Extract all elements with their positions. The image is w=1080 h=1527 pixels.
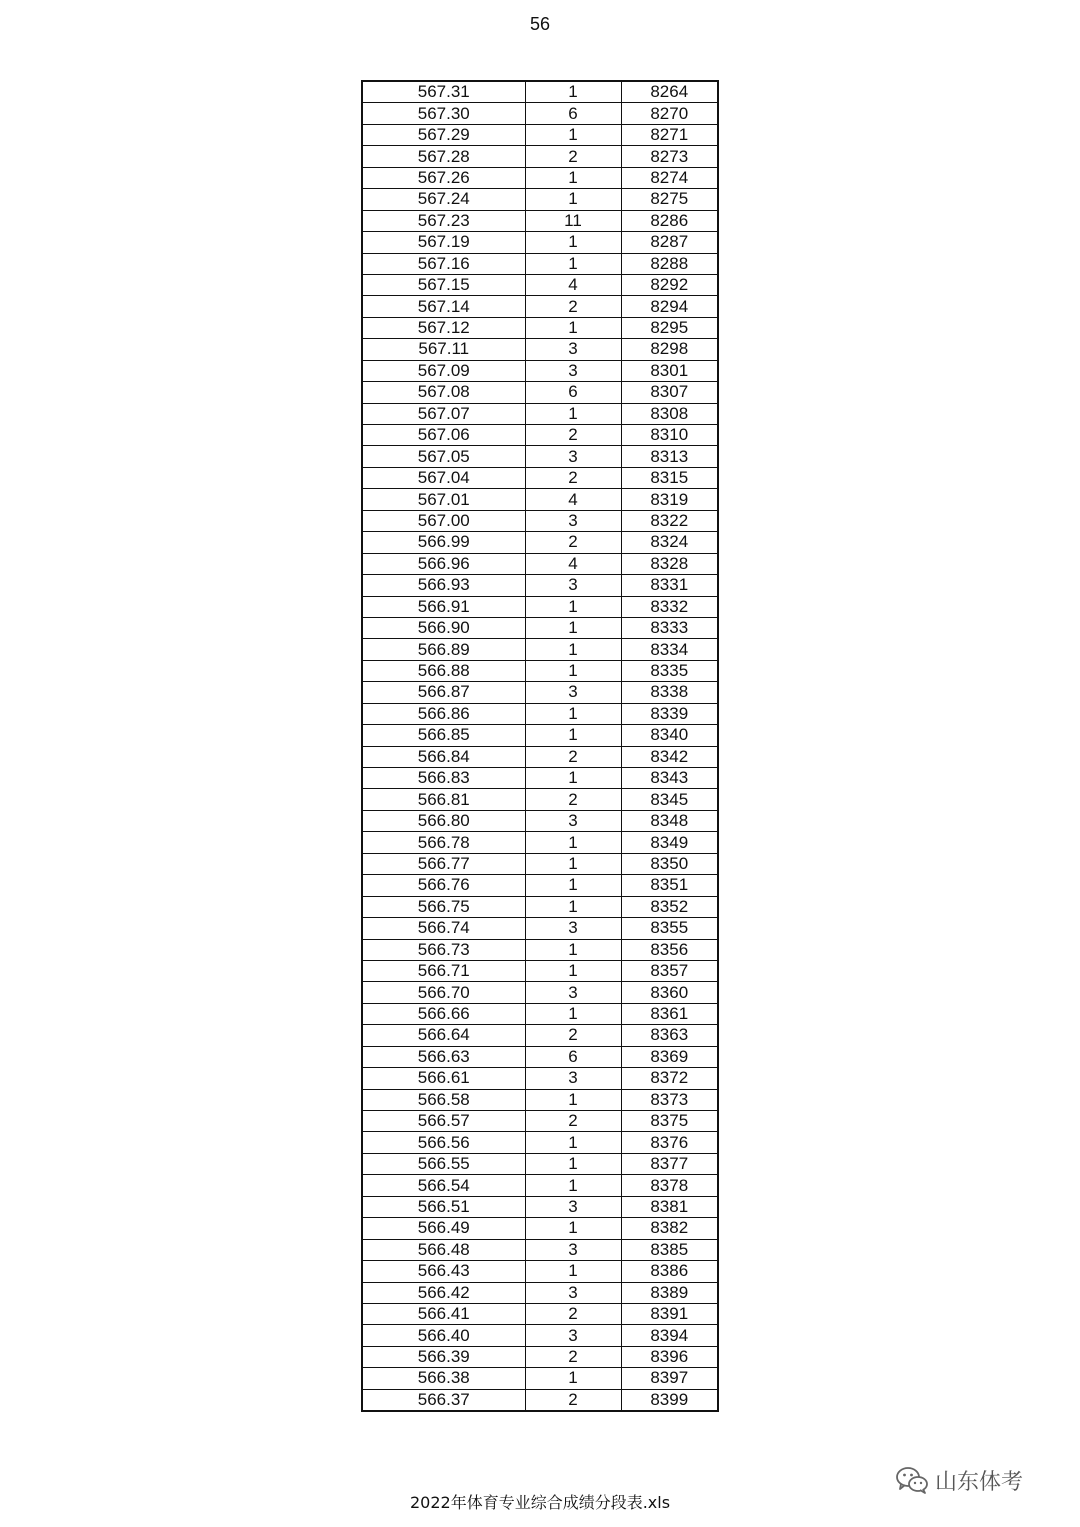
cumulative-cell: 8294: [621, 296, 718, 317]
table-row: [362, 768, 718, 789]
score-cell: 566.86: [362, 703, 525, 724]
count-cell: 1: [525, 317, 621, 338]
cumulative-cell: 8324: [621, 532, 718, 553]
score-cell: 567.09: [362, 360, 525, 381]
cumulative-cell: 8308: [621, 403, 718, 424]
table-row: [362, 1111, 718, 1132]
cumulative-cell: 8352: [621, 896, 718, 917]
score-cell: 566.89: [362, 639, 525, 660]
table-row: [362, 1196, 718, 1217]
table-row: [362, 1068, 718, 1089]
table-row: [362, 746, 718, 767]
cumulative-cell: 8385: [621, 1239, 718, 1260]
table-row: [362, 403, 718, 424]
count-cell: 1: [525, 617, 621, 638]
score-cell: 566.71: [362, 960, 525, 981]
score-cell: 566.55: [362, 1153, 525, 1174]
score-cell: 567.04: [362, 467, 525, 488]
table-row: [362, 853, 718, 874]
table-row: [362, 317, 718, 338]
table-row: [362, 982, 718, 1003]
table-body: [362, 81, 718, 1411]
table-row: [362, 1218, 718, 1239]
table-row: [362, 575, 718, 596]
count-cell: 6: [525, 103, 621, 124]
count-cell: 3: [525, 510, 621, 531]
score-cell: 566.87: [362, 682, 525, 703]
score-distribution-table: [361, 80, 719, 1412]
score-cell: 566.37: [362, 1389, 525, 1411]
cumulative-cell: 8386: [621, 1261, 718, 1282]
count-cell: 2: [525, 532, 621, 553]
score-cell: 566.74: [362, 918, 525, 939]
score-cell: 567.24: [362, 189, 525, 210]
table-row: [362, 146, 718, 167]
cumulative-cell: 8391: [621, 1303, 718, 1324]
score-cell: 566.90: [362, 617, 525, 638]
cumulative-cell: 8376: [621, 1132, 718, 1153]
cumulative-cell: 8288: [621, 253, 718, 274]
score-cell: 567.11: [362, 339, 525, 360]
score-cell: 566.83: [362, 768, 525, 789]
table-row: [362, 1046, 718, 1067]
cumulative-cell: 8340: [621, 725, 718, 746]
score-cell: 567.23: [362, 210, 525, 231]
table-row: [362, 510, 718, 531]
score-cell: 566.43: [362, 1261, 525, 1282]
score-cell: 567.30: [362, 103, 525, 124]
count-cell: 1: [525, 596, 621, 617]
count-cell: 3: [525, 575, 621, 596]
count-cell: 1: [525, 403, 621, 424]
table-row: [362, 1368, 718, 1389]
table-row: [362, 167, 718, 188]
score-cell: 566.85: [362, 725, 525, 746]
table-row: [362, 596, 718, 617]
table-row: [362, 1153, 718, 1174]
score-cell: 567.01: [362, 489, 525, 510]
score-cell: 567.28: [362, 146, 525, 167]
count-cell: 1: [525, 232, 621, 253]
cumulative-cell: 8397: [621, 1368, 718, 1389]
count-cell: 2: [525, 296, 621, 317]
score-cell: 566.41: [362, 1303, 525, 1324]
count-cell: 1: [525, 1261, 621, 1282]
cumulative-cell: 8273: [621, 146, 718, 167]
table-row: [362, 232, 718, 253]
count-cell: 1: [525, 832, 621, 853]
count-cell: 1: [525, 875, 621, 896]
table-row: [362, 660, 718, 681]
table-row: [362, 467, 718, 488]
score-cell: 567.31: [362, 81, 525, 103]
page-number: 56: [529, 14, 551, 34]
count-cell: 2: [525, 1111, 621, 1132]
table-row: [362, 1261, 718, 1282]
table-row: [362, 918, 718, 939]
count-cell: 1: [525, 853, 621, 874]
cumulative-cell: 8381: [621, 1196, 718, 1217]
score-cell: 567.00: [362, 510, 525, 531]
cumulative-cell: 8331: [621, 575, 718, 596]
table-row: [362, 789, 718, 810]
count-cell: 3: [525, 918, 621, 939]
count-cell: 1: [525, 1132, 621, 1153]
table-row: [362, 1003, 718, 1024]
table-row: [362, 1346, 718, 1367]
count-cell: 1: [525, 768, 621, 789]
count-cell: 3: [525, 810, 621, 831]
score-cell: 567.07: [362, 403, 525, 424]
table-row: [362, 1175, 718, 1196]
cumulative-cell: 8313: [621, 446, 718, 467]
score-cell: 566.64: [362, 1025, 525, 1046]
cumulative-cell: 8274: [621, 167, 718, 188]
score-cell: 566.48: [362, 1239, 525, 1260]
cumulative-cell: 8363: [621, 1025, 718, 1046]
score-cell: 567.26: [362, 167, 525, 188]
table-row: [362, 253, 718, 274]
cumulative-cell: 8307: [621, 382, 718, 403]
cumulative-cell: 8355: [621, 918, 718, 939]
cumulative-cell: 8361: [621, 1003, 718, 1024]
table-row: [362, 639, 718, 660]
table-row: [362, 446, 718, 467]
count-cell: 1: [525, 960, 621, 981]
score-cell: 566.78: [362, 832, 525, 853]
cumulative-cell: 8399: [621, 1389, 718, 1411]
score-cell: 567.06: [362, 425, 525, 446]
count-cell: 2: [525, 425, 621, 446]
table-row: [362, 810, 718, 831]
cumulative-cell: 8396: [621, 1346, 718, 1367]
score-cell: 566.40: [362, 1325, 525, 1346]
cumulative-cell: 8377: [621, 1153, 718, 1174]
table-row: [362, 81, 718, 103]
count-cell: 4: [525, 274, 621, 295]
table-row: [362, 875, 718, 896]
cumulative-cell: 8271: [621, 124, 718, 145]
cumulative-cell: 8372: [621, 1068, 718, 1089]
table-row: [362, 1303, 718, 1324]
cumulative-cell: 8322: [621, 510, 718, 531]
cumulative-cell: 8332: [621, 596, 718, 617]
table-row: [362, 296, 718, 317]
count-cell: 2: [525, 1346, 621, 1367]
cumulative-cell: 8301: [621, 360, 718, 381]
cumulative-cell: 8310: [621, 425, 718, 446]
table-row: [362, 1282, 718, 1303]
score-cell: 566.56: [362, 1132, 525, 1153]
cumulative-cell: 8349: [621, 832, 718, 853]
score-cell: 566.81: [362, 789, 525, 810]
count-cell: 6: [525, 382, 621, 403]
count-cell: 3: [525, 360, 621, 381]
table-row: [362, 210, 718, 231]
score-cell: 566.75: [362, 896, 525, 917]
table-row: [362, 532, 718, 553]
table-row: [362, 725, 718, 746]
cumulative-cell: 8264: [621, 81, 718, 103]
cumulative-cell: 8319: [621, 489, 718, 510]
count-cell: 2: [525, 467, 621, 488]
count-cell: 1: [525, 1003, 621, 1024]
count-cell: 3: [525, 682, 621, 703]
cumulative-cell: 8348: [621, 810, 718, 831]
table-row: [362, 553, 718, 574]
table-row: [362, 896, 718, 917]
score-cell: 566.63: [362, 1046, 525, 1067]
count-cell: 1: [525, 124, 621, 145]
table-row: [362, 274, 718, 295]
score-cell: 566.54: [362, 1175, 525, 1196]
count-cell: 1: [525, 1218, 621, 1239]
table-row: [362, 124, 718, 145]
cumulative-cell: 8373: [621, 1089, 718, 1110]
table-row: [362, 489, 718, 510]
count-cell: 3: [525, 982, 621, 1003]
cumulative-cell: 8315: [621, 467, 718, 488]
score-cell: 567.16: [362, 253, 525, 274]
count-cell: 1: [525, 725, 621, 746]
count-cell: 4: [525, 553, 621, 574]
score-cell: 566.77: [362, 853, 525, 874]
table-row: [362, 939, 718, 960]
table-row: [362, 1239, 718, 1260]
count-cell: 1: [525, 189, 621, 210]
score-cell: 566.42: [362, 1282, 525, 1303]
cumulative-cell: 8270: [621, 103, 718, 124]
table-row: [362, 425, 718, 446]
count-cell: 3: [525, 339, 621, 360]
count-cell: 3: [525, 1068, 621, 1089]
count-cell: 3: [525, 1325, 621, 1346]
cumulative-cell: 8292: [621, 274, 718, 295]
count-cell: 1: [525, 1175, 621, 1196]
count-cell: 3: [525, 1282, 621, 1303]
score-cell: 566.96: [362, 553, 525, 574]
cumulative-cell: 8338: [621, 682, 718, 703]
score-cell: 566.76: [362, 875, 525, 896]
score-cell: 566.93: [362, 575, 525, 596]
cumulative-cell: 8298: [621, 339, 718, 360]
count-cell: 3: [525, 446, 621, 467]
watermark-text: 山东体考: [935, 1469, 1024, 1495]
score-cell: 566.51: [362, 1196, 525, 1217]
table-row: [362, 960, 718, 981]
score-cell: 566.88: [362, 660, 525, 681]
cumulative-cell: 8342: [621, 746, 718, 767]
cumulative-cell: 8375: [621, 1111, 718, 1132]
count-cell: 2: [525, 746, 621, 767]
score-cell: 566.91: [362, 596, 525, 617]
score-cell: 567.29: [362, 124, 525, 145]
table-row: [362, 1089, 718, 1110]
count-cell: 1: [525, 167, 621, 188]
table-row: [362, 1132, 718, 1153]
cumulative-cell: 8335: [621, 660, 718, 681]
cumulative-cell: 8339: [621, 703, 718, 724]
count-cell: 2: [525, 1389, 621, 1411]
count-cell: 11: [525, 210, 621, 231]
table-row: [362, 1325, 718, 1346]
table-row: [362, 360, 718, 381]
cumulative-cell: 8350: [621, 853, 718, 874]
score-cell: 567.05: [362, 446, 525, 467]
count-cell: 2: [525, 1025, 621, 1046]
cumulative-cell: 8333: [621, 617, 718, 638]
score-cell: 566.70: [362, 982, 525, 1003]
score-cell: 567.12: [362, 317, 525, 338]
cumulative-cell: 8345: [621, 789, 718, 810]
table-row: [362, 1389, 718, 1411]
cumulative-cell: 8286: [621, 210, 718, 231]
cumulative-cell: 8378: [621, 1175, 718, 1196]
cumulative-cell: 8351: [621, 875, 718, 896]
cumulative-cell: 8287: [621, 232, 718, 253]
count-cell: 1: [525, 703, 621, 724]
score-cell: 567.08: [362, 382, 525, 403]
count-cell: 1: [525, 1368, 621, 1389]
count-cell: 1: [525, 660, 621, 681]
cumulative-cell: 8357: [621, 960, 718, 981]
cumulative-cell: 8389: [621, 1282, 718, 1303]
table-row: [362, 189, 718, 210]
footer-caption: 2022年体育专业综合成绩分段表.xls: [409, 1493, 671, 1512]
table-row: [362, 832, 718, 853]
count-cell: 3: [525, 1196, 621, 1217]
count-cell: 1: [525, 253, 621, 274]
score-cell: 566.49: [362, 1218, 525, 1239]
score-cell: 566.66: [362, 1003, 525, 1024]
table-row: [362, 617, 718, 638]
count-cell: 1: [525, 1153, 621, 1174]
cumulative-cell: 8334: [621, 639, 718, 660]
count-cell: 6: [525, 1046, 621, 1067]
cumulative-cell: 8360: [621, 982, 718, 1003]
cumulative-cell: 8382: [621, 1218, 718, 1239]
table-row: [362, 103, 718, 124]
count-cell: 1: [525, 81, 621, 103]
score-cell: 566.73: [362, 939, 525, 960]
score-cell: 567.14: [362, 296, 525, 317]
table-row: [362, 339, 718, 360]
count-cell: 2: [525, 1303, 621, 1324]
cumulative-cell: 8394: [621, 1325, 718, 1346]
count-cell: 1: [525, 939, 621, 960]
cumulative-cell: 8356: [621, 939, 718, 960]
count-cell: 2: [525, 146, 621, 167]
count-cell: 1: [525, 896, 621, 917]
table-row: [362, 1025, 718, 1046]
score-cell: 566.57: [362, 1111, 525, 1132]
count-cell: 1: [525, 1089, 621, 1110]
score-cell: 566.80: [362, 810, 525, 831]
score-cell: 566.61: [362, 1068, 525, 1089]
score-cell: 567.15: [362, 274, 525, 295]
count-cell: 1: [525, 639, 621, 660]
score-cell: 566.39: [362, 1346, 525, 1367]
count-cell: 2: [525, 789, 621, 810]
score-cell: 567.19: [362, 232, 525, 253]
score-cell: 566.99: [362, 532, 525, 553]
score-cell: 566.38: [362, 1368, 525, 1389]
score-cell: 566.58: [362, 1089, 525, 1110]
table-row: [362, 703, 718, 724]
cumulative-cell: 8328: [621, 553, 718, 574]
cumulative-cell: 8343: [621, 768, 718, 789]
cumulative-cell: 8295: [621, 317, 718, 338]
cumulative-cell: 8369: [621, 1046, 718, 1067]
table-row: [362, 382, 718, 403]
score-cell: 566.84: [362, 746, 525, 767]
count-cell: 3: [525, 1239, 621, 1260]
count-cell: 4: [525, 489, 621, 510]
table-row: [362, 682, 718, 703]
cumulative-cell: 8275: [621, 189, 718, 210]
